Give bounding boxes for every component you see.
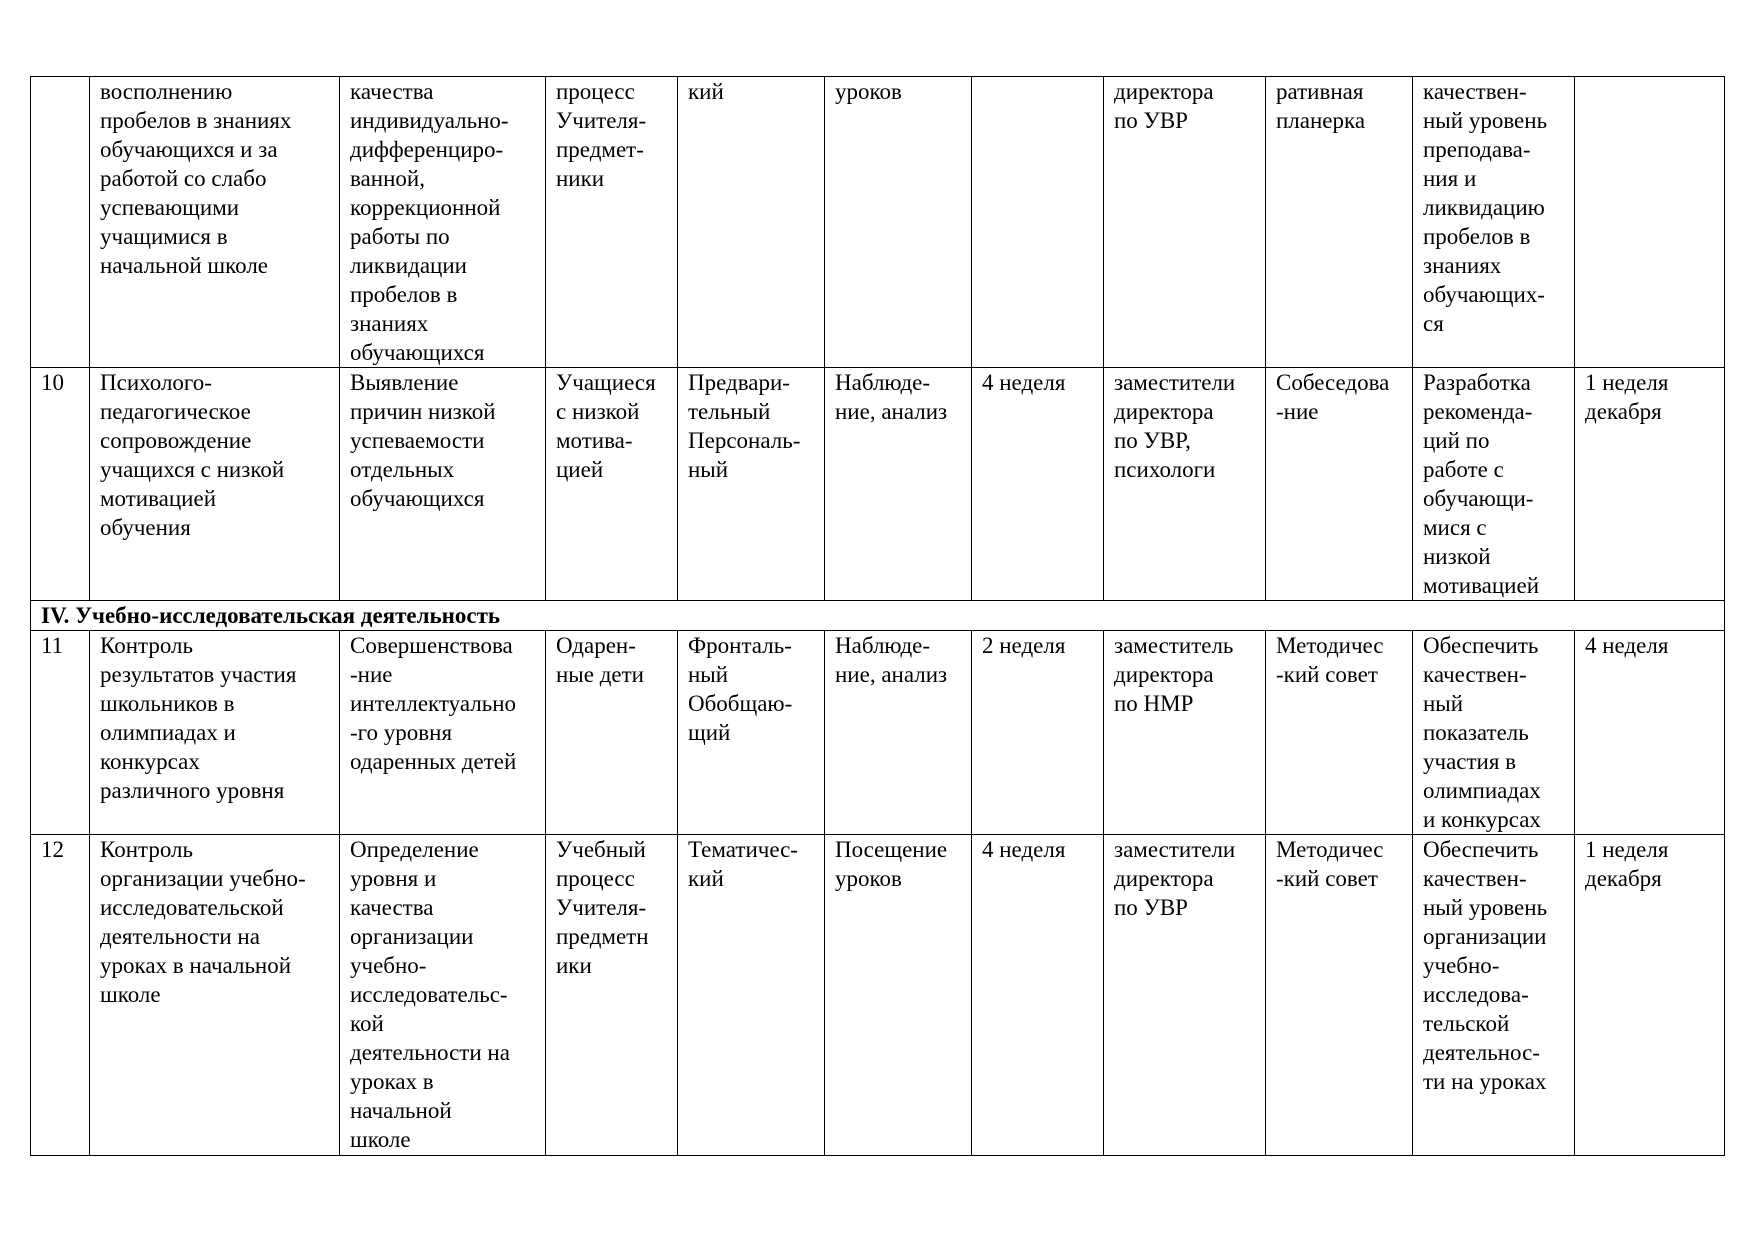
content-cell: Контроль результатов участия школьников в олимпиадах и конкурсах различного уровня [90, 631, 340, 835]
recheck-cell: 1 неделя декабря [1575, 835, 1725, 1156]
row-number-cell: 12 [31, 835, 90, 1156]
summary-place-cell: Методичес -кий совет [1266, 631, 1413, 835]
control-plan-table [30, 76, 1725, 1156]
row-number-cell: 10 [31, 368, 90, 601]
section-header-row [31, 601, 1725, 631]
object-cell: Одарен- ные дети [546, 631, 678, 835]
timing-cell: 2 неделя [972, 631, 1104, 835]
table-row [31, 368, 1725, 601]
goal-cell: Выявление причин низкой успеваемости отдельных обучающихся [340, 368, 546, 601]
decision-cell: качествен- ный уровень преподава- ния и ликвидацию пробелов в знаниях обучающих- ся [1413, 77, 1575, 368]
goal-cell: Совершенствова -ние интеллектуально -го уровня одаренных детей [340, 631, 546, 835]
control-type-cell: Предвари- тельный Персональ- ный [678, 368, 825, 601]
section-title: IV. Учебно-исследовательская деятельность [31, 601, 1725, 631]
responsible-cell: заместители директора по УВР [1104, 835, 1266, 1156]
recheck-cell: 1 неделя декабря [1575, 368, 1725, 601]
timing-cell: 4 неделя [972, 835, 1104, 1156]
object-cell: Учащиеся с низкой мотива- цией [546, 368, 678, 601]
control-type-cell: Тематичес- кий [678, 835, 825, 1156]
timing-cell: 4 неделя [972, 368, 1104, 601]
content-cell: Контроль организации учебно- исследовательской деятельности на уроках в начальной школе [90, 835, 340, 1156]
timing-cell [972, 77, 1104, 368]
control-type-cell: Фронталь- ный Обобщаю- щий [678, 631, 825, 835]
method-cell: Наблюде- ние, анализ [825, 631, 972, 835]
method-cell: Посещение уроков [825, 835, 972, 1156]
goal-cell: Определение уровня и качества организации учебно- исследовательс- кой деятельности на уроках в начальной школе [340, 835, 546, 1156]
goal-cell: качества индивидуально- дифференциро- ванной, коррекционной работы по ликвидации пробелов в знаниях обучающихся [340, 77, 546, 368]
control-type-cell: кий [678, 77, 825, 368]
method-cell: Наблюде- ние, анализ [825, 368, 972, 601]
method-cell: уроков [825, 77, 972, 368]
responsible-cell: заместители директора по УВР, психологи [1104, 368, 1266, 601]
decision-cell: Обеспечить качествен- ный показатель участия в олимпиадах и конкурсах [1413, 631, 1575, 835]
recheck-cell [1575, 77, 1725, 368]
summary-place-cell: ративная планерка [1266, 77, 1413, 368]
row-number-cell [31, 77, 90, 368]
responsible-cell: директора по УВР [1104, 77, 1266, 368]
object-cell: процесс Учителя- предмет- ники [546, 77, 678, 368]
decision-cell: Разработка рекоменда- ций по работе с обучающи- мися с низкой мотивацией [1413, 368, 1575, 601]
decision-cell: Обеспечить качествен- ный уровень организации учебно- исследова- тельской деятельнос- ти на уроках [1413, 835, 1575, 1156]
summary-place-cell: Методичес -кий совет [1266, 835, 1413, 1156]
object-cell: Учебный процесс Учителя- предметн ики [546, 835, 678, 1156]
responsible-cell: заместитель директора по НМР [1104, 631, 1266, 835]
content-cell: восполнению пробелов в знаниях обучающихся и за работой со слабо успевающими учащимися в начальной школе [90, 77, 340, 368]
summary-place-cell: Собеседова -ние [1266, 368, 1413, 601]
recheck-cell: 4 неделя [1575, 631, 1725, 835]
table-row [31, 835, 1725, 1156]
table-row [31, 77, 1725, 368]
content-cell: Психолого- педагогическое сопровождение учащихся с низкой мотивацией обучения [90, 368, 340, 601]
row-number-cell: 11 [31, 631, 90, 835]
table-row [31, 631, 1725, 835]
